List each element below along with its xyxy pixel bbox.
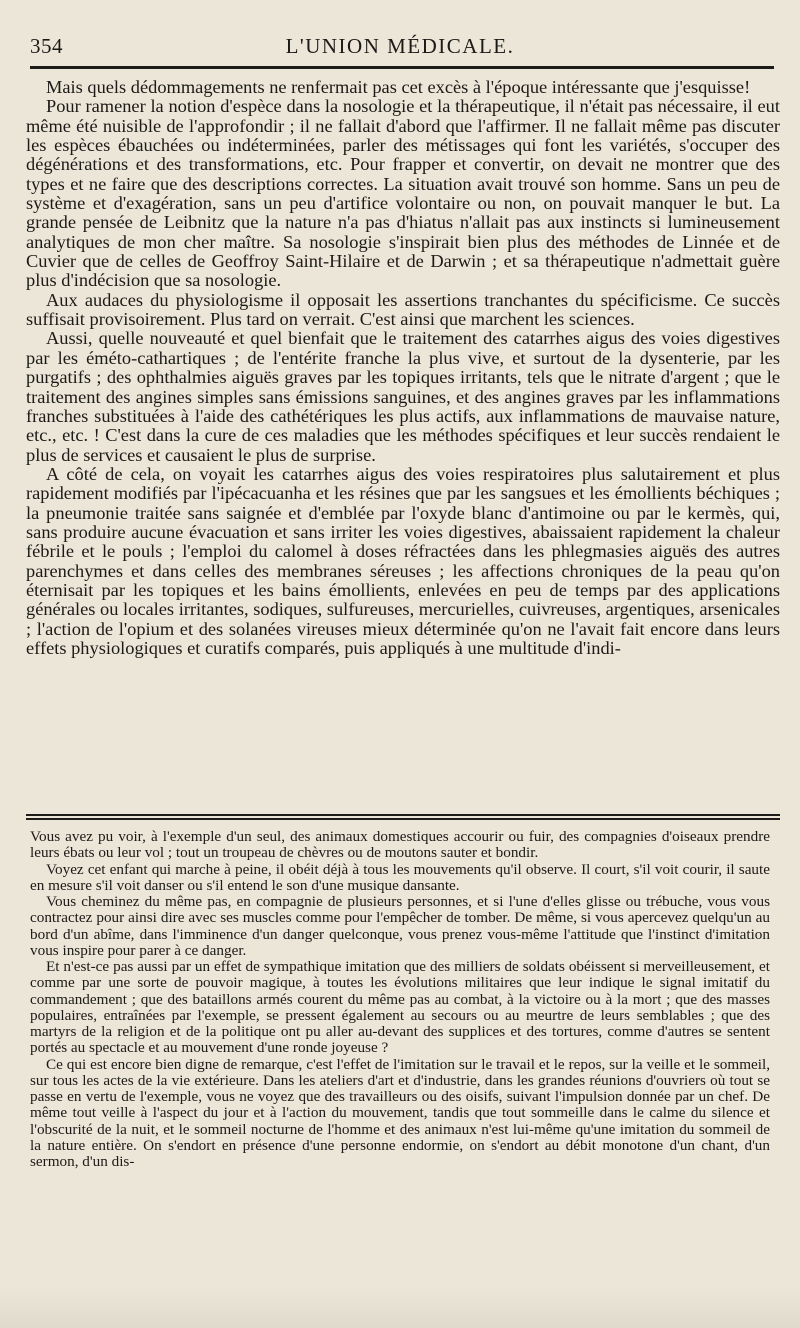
running-head: L'UNION MÉDICALE. bbox=[285, 34, 515, 58]
paragraph: A côté de cela, on voyait les catarrhes aigus des voies respiratoires plus salutairement et plus rapidement modifiés par l'ipécacuanha et les résines que par les sangsues et les émollients béchiques ; la pneumonie traitée sans saignée et d'emblée par l'oxyde blanc d'antimoine ou par le kermès, qui, sans produire aucune évacuation et sans irriter les voies digestives, abaissaient rapidement la chaleur fébrile et le pouls ; l'emploi du calomel à doses réfractées dans les phlegmasies aiguës des autres parenchymes et dans celles des membranes séreuses ; les affections chroniques de la peau qu'on éternisait par les topiques et les bains émollients, enlevées en peu de temps par des applications générales ou locales irritantes, sodiques, sulfureuses, mercurielles, cuivreuses, argentiques, arsenicales ; l'action de l'opium et des solanées vireuses mieux déterminée qu'on ne l'avait fait encore dans leurs effets physiologiques et curatifs comparés, puis appliqués à une multitude d'indi- bbox=[26, 463, 780, 658]
paragraph: Pour ramener la notion d'espèce dans la nosologie et la thérapeutique, il n'était pas nécessaire, il eut même été nuisible de l'approfondir ; il ne fallait d'abord que l'affirmer. Il ne fallait même pas discuter les espèces ébauchées ou indéterminées, parler des métissages qui font les variétés, s'occuper des dégénérations et des transformations, etc. Pour frapper et convertir, on devait ne montrer que des types et ne faire que des descriptions correctes. La situation avait trouvé son homme. Sans un peu de système et d'exagération, sans un peu d'artifice volontaire ou non, on pouvait manquer le but. La grande pensée de Leibnitz que la nature n'a pas d'hiatus n'allait pas aux instincts si lumineusement analytiques de mon cher maître. Sa nosologie s'inspirait bien plus des méthodes de Linnée et de Cuvier que de celles de Geoffroy Saint-Hilaire et de Darwin ; et sa thérapeutique n'admettait guère plus d'indécision que sa nosologie. bbox=[26, 96, 780, 291]
page-edge-shadow bbox=[0, 1288, 800, 1328]
footnote-paragraph: Vous avez pu voir, à l'exemple d'un seul, des animaux domestiques accourir ou fuir, des compagnies d'oiseaux prendre leurs ébats ou leur vol ; tout un troupeau de chèvres ou de moutons sauter et bondir. bbox=[30, 828, 770, 862]
footnote-paragraph: Vous cheminez du même pas, en compagnie de plusieurs personnes, et si l'une d'elles glisse ou trébuche, vous vous contractez pour ainsi dire avec ses muscles comme pour l'empêcher de tomber. De même, si vous apercevez quelqu'un au bord d'un abîme, dans l'imminence d'un danger quelconque, vous prenez vous-même l'attitude que l'instinct d'imitation vous inspire pour parer à ce danger. bbox=[30, 893, 770, 959]
paragraph: Aux audaces du physiologisme il opposait les assertions tranchantes du spécificisme. Ce succès suffisait provisoirement. Plus tard on verrait. C'est ainsi que marchent les sciences. bbox=[26, 289, 780, 330]
footnote-paragraph: Et n'est-ce pas aussi par un effet de sympathique imitation que des milliers de soldats obéissent si merveilleusement, et comme par une sorte de pouvoir magique, à toutes les évolutions militaires que leur indique le signal imitatif du commandement ; que des bataillons armés courent du même pas au combat, à la victoire ou à la mort ; que des masses populaires, entraînées par l'exemple, se pressent également au secours ou au meurtre de leurs semblables ; que des martyrs de la religion et de la politique ont pu aller au-devant des supplices et des tortures, comme d'autres se sentent portés au spectacle et au mouvement d'une ronde joyeuse ? bbox=[30, 958, 770, 1057]
footnote-paragraph: Voyez cet enfant qui marche à peine, il obéit déjà à tous les mouvements qu'il observe. Il court, s'il voit courir, il saute en mesure s'il voit danser ou s'il entend le son d'une musique dansante. bbox=[30, 860, 770, 894]
footnotes bbox=[30, 829, 770, 1170]
footnote-separator-bottom bbox=[26, 818, 780, 820]
footnote-separator-top bbox=[26, 814, 780, 816]
footnote-paragraph: Ce qui est encore bien digne de remarque, c'est l'effet de l'imitation sur le travail et le repos, sur la veille et le sommeil, sur tous les actes de la vie extérieure. Dans les ateliers d'art et d'industrie, dans les grandes réunions d'ouvriers où tout se passe en vertu de l'exemple, vous ne voyez que des travailleurs ou des oisifs, suivant l'impulsion donnée par un chef. De même tout veille à l'aspect du jour et à l'action du mouvement, tandis que tout sommeille dans le calme du silence et l'obscurité de la nuit, et le sommeil nocturne de l'homme et des animaux n'est lui-même qu'une imitation du sommeil de la nature entière. On s'endort en présence d'une personne endormie, on s'endort au débit monotone d'un chant, d'un sermon, d'un dis- bbox=[30, 1055, 770, 1170]
header-rule bbox=[30, 66, 774, 69]
paragraph: Aussi, quelle nouveauté et quel bienfait que le traitement des catarrhes aigus des voies digestives par les éméto-cathartiques ; de l'entérite franche la plus vive, et surtout de la dysenterie, par les purgatifs ; des ophthalmies aiguës graves par les topiques irritants, tels que le nitrate d'argent ; que le traitement des angines simples sans émissions sanguines, et des angines graves par les inflammations franches substituées à l'aide des cathétériques les plus actifs, aux inflammations de mauvaise nature, etc., etc. ! C'est dans la cure de ces maladies que les méthodes spécifiques et leur succès rendaient le plus de services et causaient le plus de surprise. bbox=[26, 328, 780, 465]
page-header bbox=[30, 34, 770, 62]
paragraph: Mais quels dédommagements ne renfermait pas cet excès à l'époque intéressante que j'esquisse! bbox=[46, 77, 751, 97]
page-number: 354 bbox=[30, 34, 63, 58]
main-text bbox=[26, 78, 780, 658]
